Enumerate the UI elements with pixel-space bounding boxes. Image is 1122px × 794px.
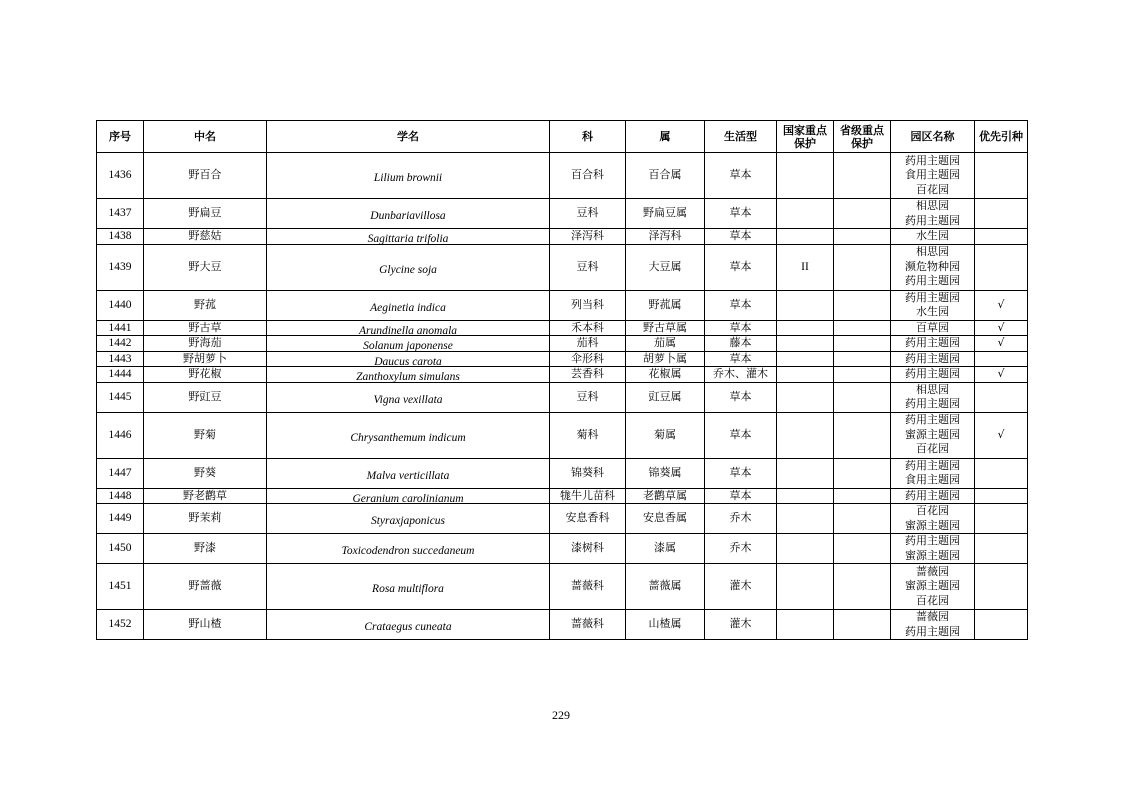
table-row [97,229,1028,245]
scientific-name-cell [267,610,550,640]
life-form-cell: 草本 [705,320,777,336]
life-form-cell: 乔木 [705,534,777,564]
header-scientific-name: 学名 [267,121,550,153]
serial-number-cell: 1440 [97,290,144,320]
life-form-cell: 乔木、灌木 [705,367,777,383]
park-names-cell [891,153,975,199]
scientific-name-text: Arundinella anomala [358,324,458,337]
provincial-protection-cell [834,534,891,564]
table-row [97,336,1028,352]
park-name: 百花园 [916,442,949,456]
header-chinese-name: 中名 [144,121,267,153]
life-form-cell: 草本 [705,244,777,290]
park-name: 蜜源主题园 [905,579,960,593]
priority-cell [975,382,1028,412]
park-names-cell [891,336,975,352]
park-name: 濒危物种园 [905,259,960,273]
scientific-name-cell [267,320,550,336]
genus-cell: 花椒属 [626,367,705,383]
park-name: 百花园 [916,182,949,196]
genus-cell: 山楂属 [626,610,705,640]
priority-cell: √ [975,290,1028,320]
scientific-name-cell [267,367,550,383]
scientific-name-cell [267,229,550,245]
chinese-name-cell: 野大豆 [144,244,267,290]
scientific-name-cell [267,534,550,564]
table-row [97,351,1028,367]
family-cell: 牻牛儿苗科 [550,488,626,504]
scientific-name-text: Crataegus cuneata [364,621,452,634]
park-name: 药用主题园 [905,413,960,427]
national-protection-cell [777,488,834,504]
provincial-protection-cell [834,229,891,245]
park-name: 相思园 [916,382,949,396]
table-row [97,382,1028,412]
priority-cell [975,229,1028,245]
life-form-cell: 藤本 [705,336,777,352]
park-names-cell [891,412,975,458]
page-number: 229 [552,708,570,722]
scientific-name-text: Glycine soja [379,263,437,276]
genus-cell: 茄属 [626,336,705,352]
life-form-cell: 灌木 [705,610,777,640]
serial-number-cell: 1450 [97,534,144,564]
chinese-name-cell: 野老鹳草 [144,488,267,504]
table-row [97,367,1028,383]
life-form-cell: 乔木 [705,504,777,534]
life-form-cell: 灌木 [705,564,777,610]
park-name: 蔷薇园 [916,610,949,623]
priority-cell: √ [975,412,1028,458]
provincial-protection-cell [834,367,891,383]
genus-cell: 蔷薇属 [626,564,705,610]
scientific-name-text: Solanum japonense [363,340,453,352]
serial-number-cell: 1446 [97,412,144,458]
provincial-protection-cell [834,610,891,640]
genus-cell: 野扁豆属 [626,199,705,229]
header-serial-number: 序号 [97,121,144,153]
family-cell: 蔷薇科 [550,564,626,610]
table-row [97,290,1028,320]
serial-number-cell: 1443 [97,351,144,367]
national-protection-cell [777,610,834,640]
life-form-cell: 草本 [705,153,777,199]
park-name: 蜜源主题园 [905,427,960,441]
park-name: 药用主题园 [905,351,960,365]
provincial-protection-cell [834,153,891,199]
scientific-name-text: Chrysanthemum indicum [350,431,466,444]
park-names-cell [891,199,975,229]
park-name: 药用主题园 [905,624,960,638]
table-row [97,320,1028,336]
national-protection-cell: II [777,244,834,290]
table-row [97,488,1028,504]
park-name: 药用主题园 [905,397,960,410]
park-name: 百花园 [916,593,949,607]
provincial-protection-cell [834,199,891,229]
priority-cell [975,504,1028,534]
national-protection-cell [777,534,834,564]
scientific-name-text: Dunbariavillosa [370,210,446,223]
priority-cell [975,199,1028,229]
park-names-cell [891,534,975,564]
life-form-cell: 草本 [705,351,777,367]
scientific-name-cell [267,290,550,320]
park-names-cell [891,610,975,640]
scientific-name-cell [267,382,550,412]
national-protection-cell [777,229,834,245]
serial-number-cell: 1448 [97,488,144,504]
serial-number-cell: 1447 [97,458,144,488]
plant-catalog-table [96,120,1028,640]
scientific-name-text: Rosa multiflora [372,583,444,596]
family-cell: 豆科 [550,244,626,290]
priority-cell [975,244,1028,290]
chinese-name-cell: 野胡萝卜 [144,351,267,367]
scientific-name-cell [267,153,550,199]
provincial-protection-cell [834,564,891,610]
family-cell: 蔷薇科 [550,610,626,640]
park-name: 水生园 [916,305,949,318]
serial-number-cell: 1441 [97,320,144,336]
priority-cell [975,610,1028,640]
life-form-cell: 草本 [705,458,777,488]
park-name: 百花园 [916,504,949,517]
chinese-name-cell: 野山楂 [144,610,267,640]
header-park-names: 园区名称 [891,121,975,153]
priority-cell [975,351,1028,367]
provincial-protection-cell [834,458,891,488]
scientific-name-text: Geranium carolinianum [352,492,464,505]
park-name: 蜜源主题园 [905,548,960,562]
chinese-name-cell: 野茉莉 [144,504,267,534]
scientific-name-text: Toxicodendron succedaneum [341,545,475,558]
national-protection-cell [777,290,834,320]
park-name: 水生园 [916,229,949,242]
chinese-name-cell: 野花椒 [144,367,267,383]
scientific-name-text: Styraxjaponicus [370,515,446,528]
genus-cell: 安息香属 [626,504,705,534]
park-names-cell [891,351,975,367]
provincial-protection-cell [834,504,891,534]
genus-cell: 漆属 [626,534,705,564]
park-name: 药用主题园 [905,274,960,288]
table-body [97,153,1028,640]
scientific-name-cell [267,564,550,610]
scientific-name-text: Lilium brownii [373,172,443,185]
header-life-form: 生活型 [705,121,777,153]
scientific-name-cell [267,244,550,290]
chinese-name-cell: 野菰 [144,290,267,320]
park-name: 相思园 [916,245,949,259]
park-names-cell [891,244,975,290]
national-protection-cell [777,504,834,534]
national-protection-cell [777,367,834,383]
header-row [97,121,1028,153]
header-priority-introduction: 优先引种 [975,121,1028,153]
scientific-name-cell [267,488,550,504]
national-protection-cell [777,382,834,412]
life-form-cell: 草本 [705,488,777,504]
serial-number-cell: 1444 [97,367,144,383]
scientific-name-cell [267,199,550,229]
serial-number-cell: 1442 [97,336,144,352]
serial-number-cell: 1452 [97,610,144,640]
scientific-name-cell [267,458,550,488]
scientific-name-text: Aeginetia indica [370,301,446,314]
family-cell: 列当科 [550,290,626,320]
park-names-cell [891,488,975,504]
park-name: 药用主题园 [905,336,960,349]
park-names-cell [891,458,975,488]
national-protection-cell [777,564,834,610]
priority-cell [975,564,1028,610]
national-protection-cell [777,351,834,367]
family-cell: 安息香科 [550,504,626,534]
scientific-name-cell [267,351,550,367]
provincial-protection-cell [834,488,891,504]
park-name: 蜜源主题园 [905,518,960,532]
scientific-name-cell [267,504,550,534]
priority-cell [975,458,1028,488]
family-cell: 豆科 [550,199,626,229]
serial-number-cell: 1437 [97,199,144,229]
provincial-protection-cell [834,244,891,290]
priority-cell [975,488,1028,504]
table-row [97,564,1028,610]
scientific-name-text: Daucus carota [374,355,442,368]
park-name: 相思园 [916,199,949,212]
park-names-cell [891,382,975,412]
table-row [97,504,1028,534]
family-cell: 芸香科 [550,367,626,383]
family-cell: 伞形科 [550,351,626,367]
priority-cell: √ [975,367,1028,383]
life-form-cell: 草本 [705,290,777,320]
chinese-name-cell: 野菊 [144,412,267,458]
priority-cell: √ [975,320,1028,336]
priority-cell [975,534,1028,564]
chinese-name-cell: 野蔷薇 [144,564,267,610]
national-protection-cell [777,199,834,229]
park-name: 药用主题园 [905,290,960,304]
national-protection-cell [777,412,834,458]
genus-cell: 锦葵属 [626,458,705,488]
scientific-name-cell [267,412,550,458]
chinese-name-cell: 野海茄 [144,336,267,352]
park-names-cell [891,290,975,320]
chinese-name-cell: 野扁豆 [144,199,267,229]
genus-cell: 百合属 [626,153,705,199]
genus-cell: 老鹳草属 [626,488,705,504]
park-name: 药用主题园 [905,153,960,167]
table-row [97,153,1028,199]
life-form-cell: 草本 [705,199,777,229]
provincial-protection-cell [834,290,891,320]
genus-cell: 野古草属 [626,320,705,336]
park-names-cell [891,504,975,534]
family-cell: 茄科 [550,336,626,352]
serial-number-cell: 1445 [97,382,144,412]
scientific-name-cell [267,336,550,352]
park-name: 蔷薇园 [916,564,949,578]
header-national-protection: 国家重点保护 [777,121,834,153]
genus-cell: 豇豆属 [626,382,705,412]
national-protection-cell [777,153,834,199]
chinese-name-cell: 野百合 [144,153,267,199]
park-name: 药用主题园 [905,367,960,380]
life-form-cell: 草本 [705,412,777,458]
header-provincial-protection: 省级重点保护 [834,121,891,153]
header-family: 科 [550,121,626,153]
scientific-name-text: Vigna vexillata [373,393,443,406]
family-cell: 禾本科 [550,320,626,336]
life-form-cell: 草本 [705,229,777,245]
table-row [97,199,1028,229]
park-names-cell [891,229,975,245]
table-row [97,412,1028,458]
park-name: 食用主题园 [905,473,960,486]
provincial-protection-cell [834,351,891,367]
chinese-name-cell: 野葵 [144,458,267,488]
scientific-name-text: Sagittaria trifolia [367,233,449,245]
serial-number-cell: 1436 [97,153,144,199]
park-names-cell [891,367,975,383]
family-cell: 锦葵科 [550,458,626,488]
priority-cell: √ [975,336,1028,352]
header-genus: 属 [626,121,705,153]
park-name: 百草园 [916,320,949,334]
scientific-name-text: Zanthoxylum simulans [356,371,460,383]
serial-number-cell: 1439 [97,244,144,290]
family-cell: 泽泻科 [550,229,626,245]
family-cell: 菊科 [550,412,626,458]
family-cell: 漆树科 [550,534,626,564]
table-row [97,610,1028,640]
scientific-name-text: Malva verticillata [366,469,450,482]
life-form-cell: 草本 [705,382,777,412]
genus-cell: 野菰属 [626,290,705,320]
park-names-cell [891,320,975,336]
genus-cell: 大豆属 [626,244,705,290]
priority-cell [975,153,1028,199]
table-row [97,244,1028,290]
family-cell: 豆科 [550,382,626,412]
serial-number-cell: 1449 [97,504,144,534]
serial-number-cell: 1451 [97,564,144,610]
genus-cell: 菊属 [626,412,705,458]
chinese-name-cell: 野慈姑 [144,229,267,245]
park-names-cell [891,564,975,610]
park-name: 药用主题园 [905,458,960,472]
genus-cell: 胡萝卜属 [626,351,705,367]
park-name: 药用主题园 [905,488,960,502]
national-protection-cell [777,320,834,336]
serial-number-cell: 1438 [97,229,144,245]
provincial-protection-cell [834,320,891,336]
chinese-name-cell: 野漆 [144,534,267,564]
provincial-protection-cell [834,412,891,458]
family-cell: 百合科 [550,153,626,199]
provincial-protection-cell [834,382,891,412]
table-row [97,534,1028,564]
national-protection-cell [777,458,834,488]
national-protection-cell [777,336,834,352]
park-name: 食用主题园 [905,168,960,182]
chinese-name-cell: 野古草 [144,320,267,336]
genus-cell: 泽泻科 [626,229,705,245]
provincial-protection-cell [834,336,891,352]
chinese-name-cell: 野豇豆 [144,382,267,412]
table-row [97,458,1028,488]
park-name: 药用主题园 [905,534,960,547]
park-name: 药用主题园 [905,213,960,227]
